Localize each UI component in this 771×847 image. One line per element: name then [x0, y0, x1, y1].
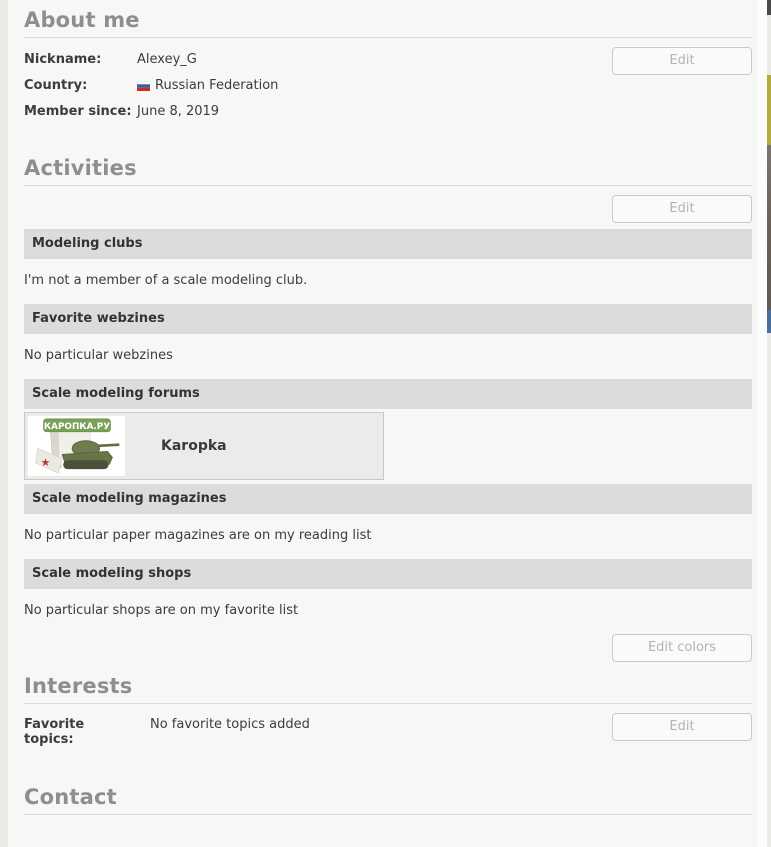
country-row: [24, 79, 752, 94]
subheader-favorite-webzines: Favorite webzines: [24, 304, 752, 334]
interests-title: Interests: [24, 666, 752, 704]
forum-card-karopka[interactable]: [24, 412, 384, 480]
contact-title: Contact: [24, 777, 752, 815]
member-since-row: [24, 105, 752, 120]
section-interests: [24, 666, 752, 748]
nickname-value: Alexey_G: [137, 52, 197, 67]
shops-text: No particular shops are on my favorite list: [24, 602, 299, 618]
magazines-text: No particular paper magazines are on my reading list: [24, 527, 372, 543]
karopka-logo: [28, 416, 125, 476]
russia-flag-icon: [137, 81, 150, 91]
subheader-scale-modeling-forums: Scale modeling forums: [24, 379, 752, 409]
country-value: [137, 79, 278, 94]
edge-segment-yellow: [767, 75, 771, 145]
section-activities: [24, 148, 752, 662]
right-gutter: [757, 0, 767, 847]
subheader-modeling-clubs: Modeling clubs: [24, 229, 752, 259]
edit-colors-button[interactable]: Edit colors: [612, 634, 752, 662]
edge-segment-blue: [767, 310, 771, 333]
favorite-webzines-text: No particular webzines: [24, 347, 173, 363]
about-edit-button[interactable]: Edit: [612, 47, 752, 75]
subheader-scale-modeling-magazines: Scale modeling magazines: [24, 484, 752, 514]
edge-segment-dark: [767, 0, 771, 15]
member-since-label: Member since:: [24, 103, 132, 119]
edge-segment-gray: [767, 145, 771, 310]
karopka-logo-text: КАРОПКА.РУ: [43, 421, 111, 432]
about-title: About me: [24, 0, 752, 38]
country-label: Country:: [24, 77, 88, 93]
profile-content: [8, 0, 757, 847]
red-star-icon: ★: [40, 455, 51, 469]
favorite-topics-value: No favorite topics added: [150, 716, 310, 732]
adjacent-column-edge: [767, 0, 771, 847]
member-since-value: June 8, 2019: [137, 103, 220, 119]
nickname-label: Nickname:: [24, 52, 102, 67]
favorite-topics-label: Favorite topics:: [24, 716, 85, 747]
section-about: [24, 0, 752, 120]
activities-edit-button[interactable]: Edit: [612, 195, 752, 223]
country-text: Russian Federation: [155, 77, 279, 93]
forum-name: Karopka: [161, 437, 227, 454]
subheader-scale-modeling-shops: Scale modeling shops: [24, 559, 752, 589]
modeling-clubs-text: I'm not a member of a scale modeling club.: [24, 272, 308, 288]
interests-edit-button[interactable]: Edit: [612, 713, 752, 741]
section-contact: [24, 777, 752, 815]
activities-title: Activities: [24, 148, 752, 186]
